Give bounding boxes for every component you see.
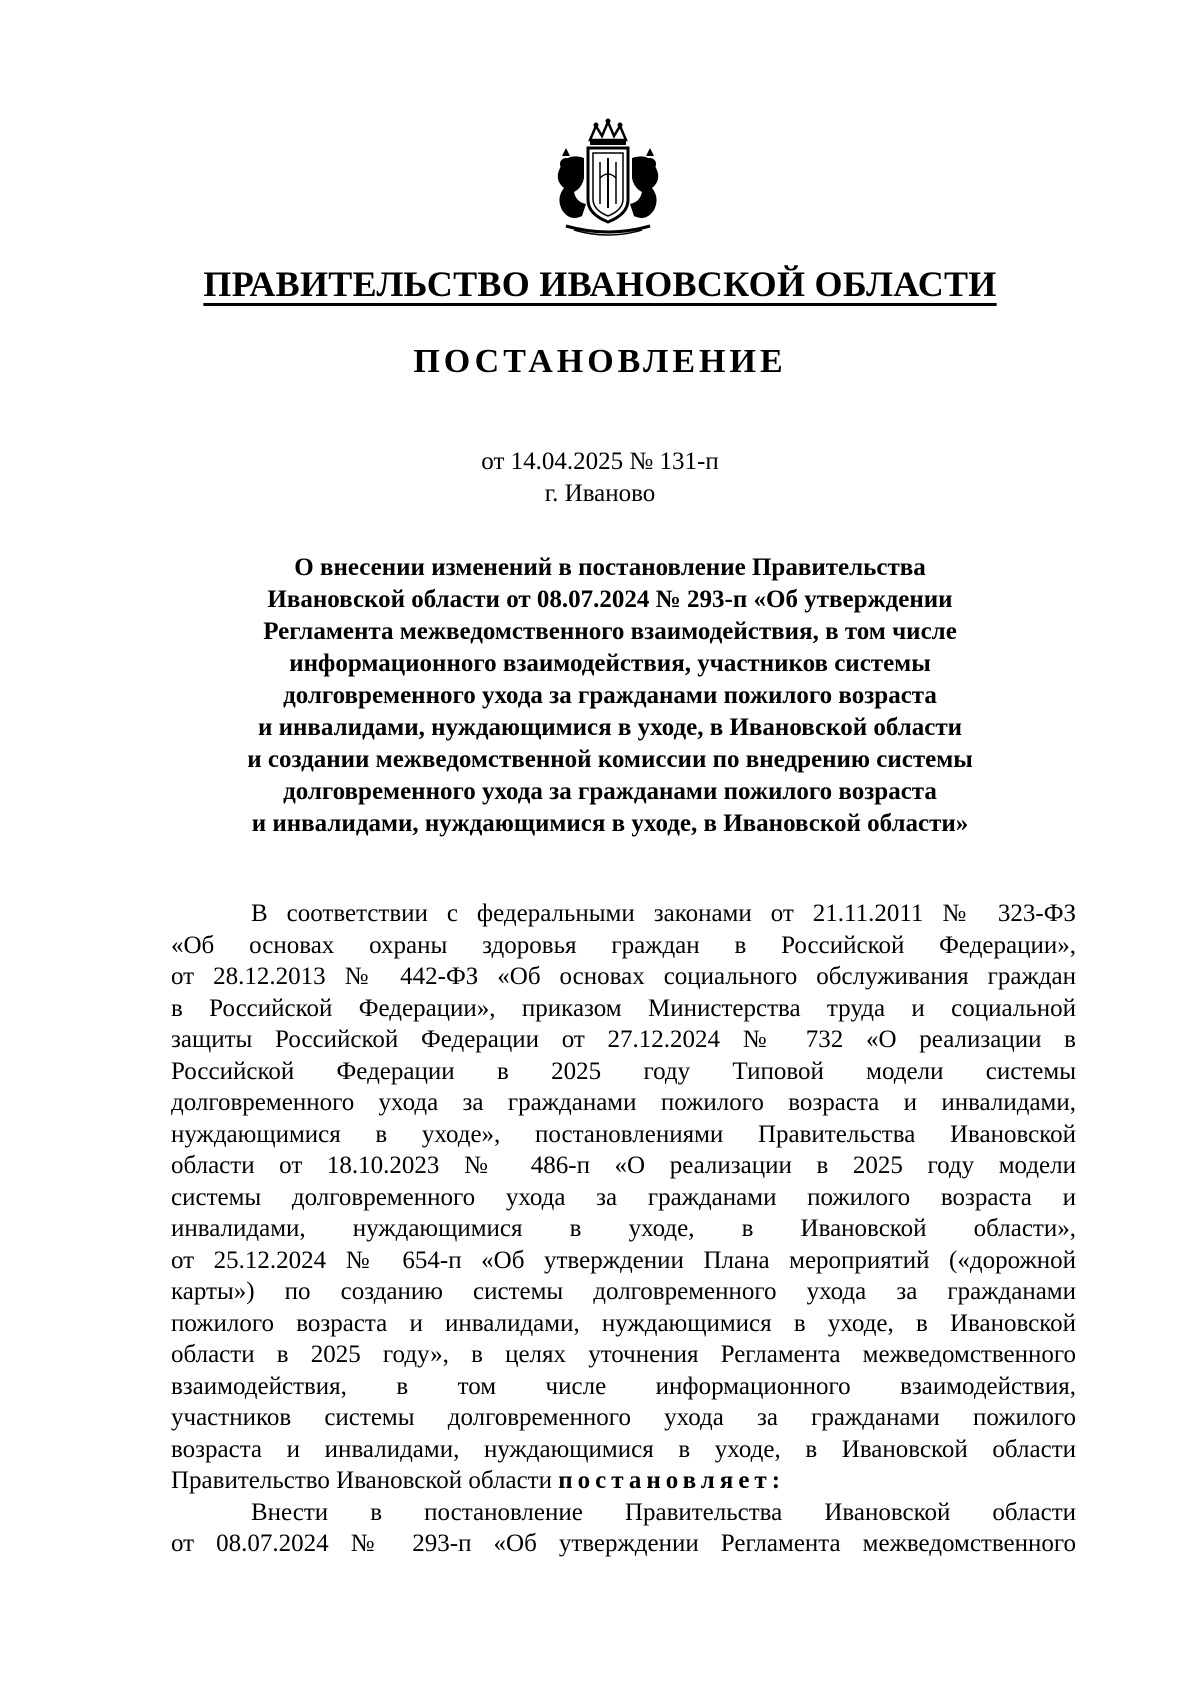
- body-line: системы долговременного ухода за гражданами пожилого возраста и: [171, 1183, 1076, 1211]
- subject-line: и инвалидами, нуждающимися в уходе, в Ивановской области: [257, 714, 963, 741]
- subject-line: и создании межведомственной комиссии по внедрению системы: [247, 746, 973, 773]
- body-line: участников системы долговременного ухода за гражданами пожилого: [171, 1404, 1076, 1431]
- organization-title: ПРАВИТЕЛЬСТВО ИВАНОВСКОЙ ОБЛАСТИ: [203, 264, 997, 304]
- body-line: взаимодействия, в том числе информационного взаимодействия,: [171, 1372, 1076, 1400]
- subject-line: Регламента межведомственного взаимодействия, в том числе: [263, 618, 957, 645]
- body-line: области от 18.10.2023 № 486-п «О реализации в 2025 году модели: [171, 1152, 1076, 1179]
- body-line: Внести в постановление Правительства Ивановской области: [251, 1498, 1076, 1526]
- body-line: карты») по созданию системы долговременного ухода за гражданами: [171, 1278, 1076, 1305]
- body-line: от 28.12.2013 № 442-ФЗ «Об основах социального обслуживания граждан: [171, 963, 1076, 990]
- enact-keyword: постановляет:: [558, 1467, 786, 1494]
- enact-line: [171, 1465, 1076, 1497]
- subject-line: долговременного ухода за гражданами пожилого возраста: [283, 682, 937, 709]
- document-body: [171, 898, 1076, 1560]
- body-line: защиты Российской Федерации от 27.12.2024 № 732 «О реализации в: [171, 1026, 1076, 1053]
- body-line: области в 2025 году», в целях уточнения Регламента межведомственного: [171, 1341, 1076, 1368]
- document-meta: [0, 446, 1200, 510]
- subject-line: и инвалидами, нуждающимися в уходе, в Ивановской области»: [251, 810, 969, 837]
- body-line: от 25.12.2024 № 654-п «Об утверждении Плана мероприятий («дорожной: [171, 1246, 1076, 1274]
- body-line: Российской Федерации в 2025 году Типовой модели системы: [171, 1057, 1076, 1085]
- document-subject: [170, 552, 1050, 840]
- body-line: возраста и инвалидами, нуждающимися в уходе, в Ивановской области: [171, 1435, 1076, 1463]
- body-line: нуждающимися в уходе», постановлениями Правительства Ивановской: [171, 1120, 1076, 1148]
- coat-of-arms-emblem: [546, 118, 670, 242]
- body-line: долговременного ухода за гражданами пожилого возраста и инвалидами,: [171, 1089, 1076, 1116]
- subject-line: Ивановской области от 08.07.2024 № 293-п «Об утверждении: [267, 586, 953, 613]
- subject-line: информационного взаимодействия, участников системы: [289, 650, 931, 677]
- body-line: пожилого возраста и инвалидами, нуждающимися в уходе, в Ивановской: [171, 1309, 1076, 1337]
- subject-line: долговременного ухода за гражданами пожилого возраста: [283, 778, 937, 805]
- body-line: «Об основах охраны здоровья граждан в Российской Федерации»,: [171, 931, 1076, 959]
- body-line: инвалидами, нуждающимися в уходе, в Ивановской области»,: [171, 1215, 1076, 1242]
- body-line: В соответствии с федеральными законами от 21.11.2011 № 323-ФЗ: [251, 900, 1076, 927]
- body-line: в Российской Федерации», приказом Министерства труда и социальной: [171, 994, 1076, 1022]
- document-type-heading: ПОСТАНОВЛЕНИЕ: [413, 343, 787, 380]
- body-line: от 08.07.2024 № 293-п «Об утверждении Регламента межведомственного: [171, 1530, 1076, 1557]
- subject-line: О внесении изменений в постановление Правительства: [294, 554, 926, 581]
- date-number: от 14.04.2025 № 131-п: [481, 448, 719, 475]
- enact-prefix: Правительство Ивановской области: [171, 1467, 559, 1494]
- city: г. Иваново: [544, 480, 656, 507]
